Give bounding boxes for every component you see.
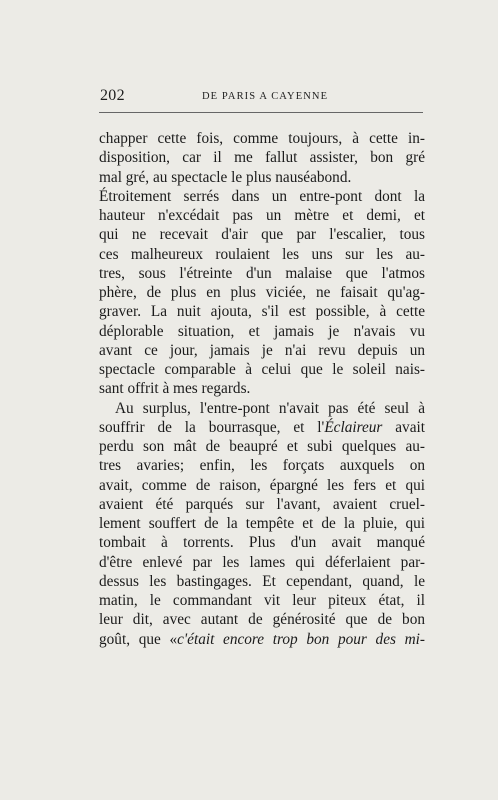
text-line: mal gré, au spectacle le plus nauséabond. bbox=[99, 168, 352, 186]
text-line: déplorable situation, et jamais je n'avais vu bbox=[99, 322, 425, 340]
text-line: sant offrit à mes regards. bbox=[99, 380, 251, 398]
header-rule bbox=[99, 112, 423, 113]
italic-run: Éclaireur bbox=[324, 418, 383, 436]
page-header bbox=[99, 87, 422, 107]
text-line: avait, comme de raison, épargné les fers et qui bbox=[99, 476, 425, 494]
text-line: tres, sous l'étreinte d'un malaise que l'atmos bbox=[99, 264, 425, 282]
text-line: avant ce jour, jamais je n'ai revu depuis un bbox=[99, 341, 425, 359]
text-line: perdu son mât de beaupré et subi quelques au- bbox=[99, 438, 425, 455]
text-line: qui ne recevait d'air que par l'escalier, tous bbox=[99, 226, 425, 244]
text-line: graver. La nuit ajouta, s'il est possible, à cette bbox=[99, 303, 425, 321]
text-line bbox=[99, 630, 425, 649]
text-line: lement souffert de la tempête et de la pluie, qui bbox=[99, 515, 425, 532]
text-line: matin, le commandant vit leur piteux état, il bbox=[99, 592, 425, 609]
text-run: souffrir de la bourrasque, et l' bbox=[99, 418, 325, 436]
text-line: tres avaries; enfin, les forçats auxquels on bbox=[99, 457, 425, 475]
text-line: disposition, car il me fallut assister, bon gré bbox=[99, 149, 425, 167]
text-line: spectacle comparable à celui que le soleil nais- bbox=[99, 361, 425, 378]
text-run: avait bbox=[382, 418, 425, 436]
text-line: tombait à torrents. Plus d'un avait manqué bbox=[99, 534, 425, 552]
page-number: 202 bbox=[100, 87, 125, 104]
text-line: phère, de plus en plus viciée, ne faisait qu'ag- bbox=[99, 284, 425, 301]
text-line: d'être enlevé par les lames qui déferlaient par- bbox=[99, 553, 425, 571]
text-line: ces malheureux roulaient les uns sur les au- bbox=[99, 245, 425, 263]
text-line: dessus les bastingages. Et cependant, quand, le bbox=[99, 572, 425, 590]
text-run: goût, que « bbox=[99, 630, 178, 648]
text-line: avaient été parqués sur l'avant, avaient cruel- bbox=[99, 495, 425, 513]
body-text bbox=[99, 129, 425, 649]
running-title: DE PARIS A CAYENNE bbox=[202, 91, 329, 102]
text-line bbox=[99, 418, 425, 437]
text-line: Étroitement serrés dans un entre-pont dont la bbox=[99, 187, 425, 205]
italic-run: c'était encore trop bon pour des mi- bbox=[177, 630, 425, 648]
text-line: leur dit, avec autant de générosité que de bon bbox=[99, 611, 425, 629]
text-line: hauteur n'excédait pas un mètre et demi, et bbox=[99, 207, 425, 224]
text-line: Au surplus, l'entre-pont n'avait pas été seul à bbox=[115, 399, 425, 417]
text-line: chapper cette fois, comme toujours, à cette in- bbox=[99, 130, 425, 147]
